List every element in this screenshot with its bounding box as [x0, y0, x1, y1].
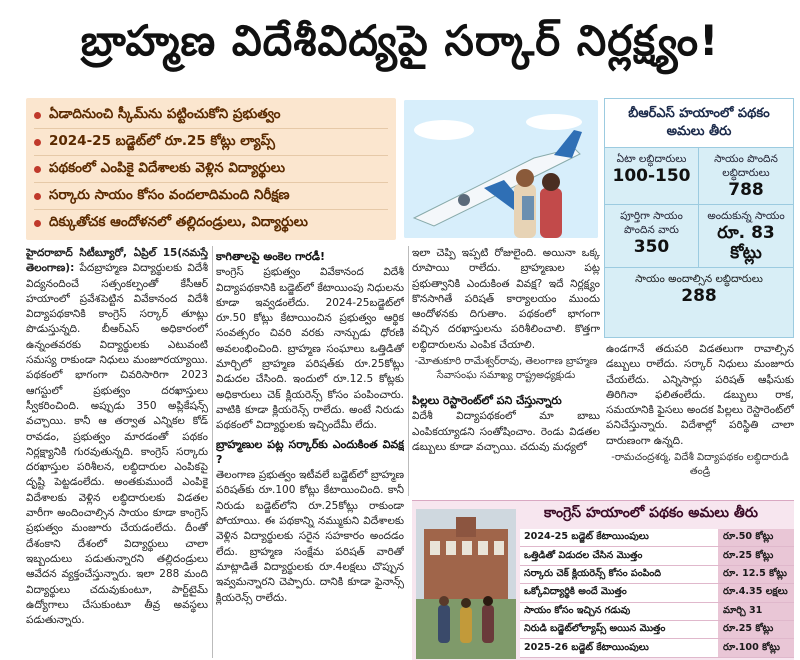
column-divider [408, 246, 409, 496]
highlight-item: సర్కారు సాయం కోసం వందలాదిమంది నిరీక్షణ [34, 183, 388, 210]
article-body: విదేశీ విద్యాపథకంలో మా బాబు ఎంపికయ్యాడని సంతోషించాం. రెండు విడతల డబ్బులు కూడా వచ్చాయి. చదువు మధ్యలో [412, 410, 600, 453]
stat-cell: పూర్తిగా సాయం పొందిన వారు 350 [605, 205, 699, 268]
stat-footer: సాయం అందాల్సిన లబ్ధిదారులు 288 [635, 273, 763, 306]
airplane-students-image [404, 100, 598, 238]
quote-attribution: -రామచంద్రశర్మ, విదేశీ విద్యాపథకం లబ్ధిదారుడి తండ్రి [611, 452, 789, 478]
subheading: కాగితాలపై అంకెల గారడీ! [216, 250, 325, 263]
bullet-dot-icon [34, 139, 41, 146]
highlights-box [26, 98, 396, 240]
bullet-dot-icon [34, 112, 41, 119]
highlight-item: 2024-25 బడ్జెట్‌లో రూ.25 కోట్లు ల్యాప్స్ [34, 129, 388, 156]
congress-scheme-table [412, 500, 794, 660]
article-column-4 [606, 342, 794, 496]
article-body: పేదబ్రాహ్మణ విద్యార్థులకు విదేశీ విద్యనందించే సత్సంకల్పంతో కేసీఆర్ హయాంలో ప్రవేశపెట్టిన వివేకానంద విదేశీ విద్యాపథకానికి కాంగ్రెస్ సర్కార్ తూట్లు పొడుస్తున్నది. బీఆర్‌ఎస్ అధికారంలో ఉన్నంతవరకు విద్యార్థులకు ఎటువంటి సమస్య రాకుండా నిధులు మంజూరయ్యాయి. పథకంలో భాగంగా చివరిసారిగా 2023 ఆగస్టులో ప్రభుత్వం దరఖాస్తులు స్వీకరించింది. అప్పుడు 350 అప్లికేషన్స్ వచ్చాయి. కానీ ఆ తర్వాత ఎన్నికల కోడ్ రావడం, ప్రభుత్వం మారడంతో పథకం నిర్లక్ష్యానికి గురవుతున్నది. కాంగ్రెస్ సర్కారు దరఖాస్తుల పరిశీలన, లబ్ధిదారుల ఎంపికపై దృష్టి పెట్టడంలేదు. అంతకుముందే ఎంపికై విదేశాలకు వెళ్లిన లబ్ధిదారులకు విడతల వారీగా అందించాల్సిన సాయం కూడా కాంగ్రెస్ ప్రభుత్వం మంజూరు చేయడంలేదు. దీంతో దేశంకాని దేశంలో విద్యార్థులు చాలా ఇబ్బందులు పడుతున్నారని తల్లిదండ్రులు ఆవేదన వ్యక్తంచేస్తున్నారు. ఇలా 288 మంది విద్యార్థులు చదువుకుంటూ, పార్ట్‌టైమ్ ఉద్యోగాలు చేసుకుంటూ తీవ్ర అవస్థలు పడుతున్నారు. [26, 262, 208, 627]
article-body: ఉండగానే తదుపరి విడతలుగా రావాల్సిన డబ్బులు రాలేదు. సర్కార్ నిధులు మంజూరు చేయలేదు. ఎన్నిసార్లు పరిషత్ ఆఫీసుకు తిరిగినా ఫలితంలేదు. డబ్బులు రాక, సమయానికి ఫైసలు అందక పిల్లలు రెస్టారెంట్‌లో పనిచేస్తున్నారు. విదేశాల్లో పరిస్థితి చాలా దారుణంగా ఉన్నది. [606, 343, 794, 447]
highlight-item: దిక్కుతోచక ఆందోళనలో తల్లిదండ్రులు, విద్యార్థులు [34, 210, 388, 237]
subheading: పిల్లలు రెస్టారెంట్‌లో పని చేస్తున్నారు [412, 394, 562, 408]
table-row: 2024-25 బడ్జెట్ కేటాయింపులు రూ.50 కోట్లు [520, 529, 794, 547]
table-title: కాంగ్రెస్ హయాంలో పథకం అమలు తీరు [544, 505, 758, 521]
headline: బ్రాహ్మణ విదేశీవిద్యపై సర్కార్ నిర్లక్ష్యం! [80, 16, 720, 65]
article-column-3 [412, 246, 600, 496]
dateline: హైదరాబాద్ సిటీబ్యూరో, ఏప్రిల్ 15(నమస్తే తెలంగాణ): [26, 247, 208, 275]
stats-title: బీఆర్‌ఎస్ హయాంలో పథకం అమలు తీరు [605, 99, 793, 148]
table-row: సర్కారు చెక్ క్లియరెన్స్ కోసం పంపింది రూ. 12.5 కోట్లు [520, 566, 794, 584]
column-divider [212, 246, 213, 658]
table-row: ఒక్కోవిద్యార్థికి అందే మొత్తం రూ.4.35 లక్షలు [520, 584, 794, 602]
stat-cell: అందుకున్న సాయం రూ. 83 కోట్లు [699, 205, 793, 268]
bullet-dot-icon [34, 220, 41, 227]
table-row: ఒత్తిడితో విడుదల చేసిన మొత్తం రూ.25 కోట్లు [520, 547, 794, 565]
brs-scheme-stats-box [604, 98, 794, 338]
stat-cell: ఏటా లబ్ధిదారులు 100-150 [605, 148, 699, 205]
table-row: నిరుడి బడ్జెట్‌లోల్యాప్స్ అయిన మొత్తం రూ.25 కోట్లు [520, 621, 794, 639]
highlight-item: పథకంలో ఎంపికై విదేశాలకు వెళ్లిన విద్యార్థులు [34, 156, 388, 183]
table-rows [520, 529, 794, 658]
article-body: తెలంగాణ ప్రభుత్వం ఇటీవలే బడ్జెట్‌లో బ్రాహ్మణ పరిషత్‌కు రూ.100 కోట్లు కేటాయించింది. కానీ నిరుడు బడ్జెట్‌లోని రూ.25కోట్లు రాకుండా పోయాయి. ఈ పథకాన్ని నమ్ముకుని విదేశాలకు వెళ్లిన విద్యార్థులకు సరైన సహకారం అందడం లేదు. బ్రాహ్మణ సంక్షేమ పరిషత్ వారితో మాట్లాడితే విద్యార్థులకు రూ.4లక్షలు చొప్పున ఇవ్వమన్నారని చెప్పారు. దానికి కూడా ఫైనాన్స్ క్లియరెన్స్ రాలేదు. [216, 469, 404, 604]
article-column-2 [216, 246, 404, 658]
article-body: కాంగ్రెస్ ప్రభుత్వం వివేకానంద విదేశీ విద్యాపథకానికి బడ్జెట్‌లో కేటాయింపు నిధులను కూడా ఇవ్వడంలేదు. 2024-25బడ్జెట్‌లో రూ.50 కోట్లు కేటాయించిన ప్రభుత్వం ఆర్థిక సంవత్సరం చివరి వరకు నాన్చుడు ధోరణి అవలంభించింది. బ్రాహ్మణ సంఘాలు ఒత్తిడితో మార్చిలో బ్రాహ్మణ పరిషత్‌కు రూ.25కోట్లు విడుదల చేసింది. ఇందులో రూ.12.5 కోట్లకు అధికారులు చెక్ క్లియరెన్స్ కోసం పంపించారు. వాటికి కూడా క్లియరెన్స్ రాలేదు. అంటే నిరుడు పథకంలో విద్యార్థులకు ఇచ్చిందేమీ లేదు. [216, 266, 404, 432]
quote-attribution: -మోతుకూరి రామేశ్వర్‌రావు, తెలంగాణ బ్రాహ్మణ సేవాసంఘ సమాఖ్య రాష్ట్రఅధ్యక్షుడు [414, 356, 598, 382]
stat-cell: సాయం పొందిన లబ్ధిదారులు 788 [699, 148, 793, 205]
table-row: సాయం కోసం ఇచ్చిన గడువు మార్చి 31 [520, 603, 794, 621]
bullet-dot-icon [34, 166, 41, 173]
bullet-dot-icon [34, 193, 41, 200]
subheading: బ్రాహ్మణుల పట్ల సర్కార్‌కు ఎందుకింత వివక్ష ? [216, 437, 404, 466]
table-row: 2025-26 బడ్జెట్ కేటాయింపులు రూ.100 కోట్లు [520, 639, 794, 657]
article-body: ఇలా చెప్పి ఇప్పటి రోజులైంది. అయినా ఒక్క రూపాయి రాలేదు. బ్రాహ్మణుల పట్ల ప్రభుత్వానికి ఎందుకింత వివక్ష? ఇదే నిర్లక్ష్యం కొనసాగితే పరిషత్ కార్యాలయం ముందు ఆందోళనకు దిగుతాం. పథకంలో భాగంగా వచ్చిన దరఖాస్తులను పరిశీలించాలి. కొత్తగా లబ్ధిదారులను ఎంపిక చేయాలి. [412, 247, 600, 351]
highlight-item: ఏడాదినుంచి స్కీమ్‌ను పట్టించుకోని ప్రభుత్వం [34, 102, 388, 129]
university-students-image [416, 509, 516, 659]
article-column-1 [26, 246, 208, 658]
